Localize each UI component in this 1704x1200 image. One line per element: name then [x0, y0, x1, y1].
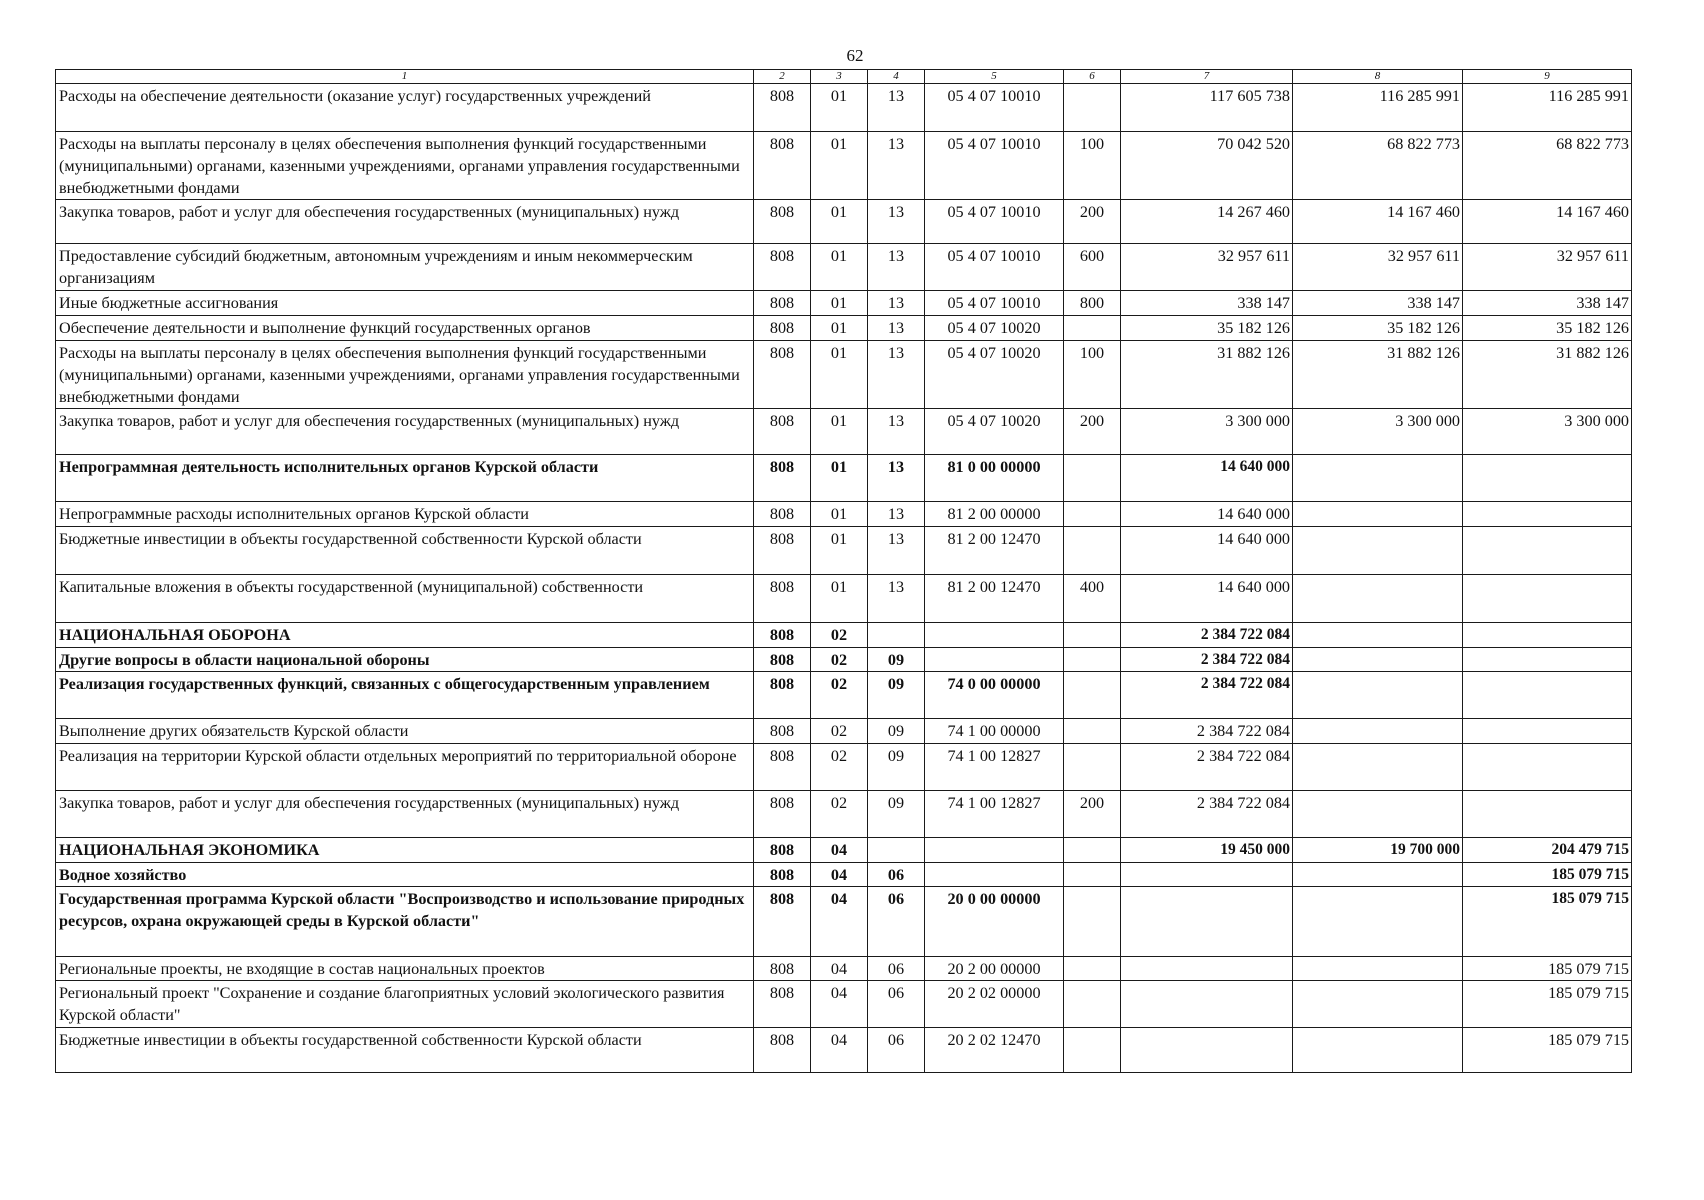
row-name: Закупка товаров, работ и услуг для обеспечения государственных (муниципальных) нужд [56, 791, 754, 838]
row-name: Бюджетные инвестиции в объекты государственной собственности Курской области [56, 527, 754, 575]
column-number: 5 [925, 70, 1064, 84]
table-row [56, 672, 1632, 719]
col-9-amount: 3 300 000 [1463, 409, 1632, 455]
col-8-amount [1293, 744, 1463, 791]
row-name: Закупка товаров, работ и услуг для обеспечения государственных (муниципальных) нужд [56, 200, 754, 244]
col-9-amount: 185 079 715 [1463, 887, 1632, 957]
table-row [56, 791, 1632, 838]
col-4-subsection: 13 [868, 84, 925, 132]
col-3-section: 01 [811, 575, 868, 623]
col-9-amount [1463, 719, 1632, 744]
table-row [56, 648, 1632, 672]
col-3-section: 01 [811, 84, 868, 132]
col-7-amount: 2 384 722 084 [1121, 791, 1293, 838]
col-9-amount: 185 079 715 [1463, 863, 1632, 887]
col-5-target-article: 81 2 00 12470 [925, 527, 1064, 575]
col-9-amount: 204 479 715 [1463, 838, 1632, 863]
col-5-target-article: 05 4 07 10010 [925, 244, 1064, 291]
col-3-section: 01 [811, 341, 868, 409]
col-2-code: 808 [754, 623, 811, 648]
table-row [56, 863, 1632, 887]
table-row [56, 838, 1632, 863]
table-row [56, 744, 1632, 791]
table-row [56, 981, 1632, 1028]
table-body [56, 70, 1632, 1073]
col-9-amount: 185 079 715 [1463, 1028, 1632, 1073]
table-row [56, 291, 1632, 316]
col-2-code: 808 [754, 316, 811, 341]
col-6-expense-type [1064, 1028, 1121, 1073]
col-9-amount [1463, 744, 1632, 791]
col-4-subsection [868, 838, 925, 863]
row-name: НАЦИОНАЛЬНАЯ ОБОРОНА [56, 623, 754, 648]
page-number: 62 [846, 46, 864, 65]
row-name: Реализация на территории Курской области отдельных мероприятий по территориальной обороне [56, 744, 754, 791]
col-7-amount [1121, 887, 1293, 957]
col-3-section: 01 [811, 409, 868, 455]
col-3-section: 04 [811, 838, 868, 863]
col-5-target-article: 05 4 07 10010 [925, 132, 1064, 200]
column-number: 4 [868, 70, 925, 84]
row-name: Непрограммная деятельность исполнительных органов Курской области [56, 455, 754, 502]
col-3-section: 02 [811, 623, 868, 648]
col-4-subsection: 09 [868, 672, 925, 719]
table-row [56, 341, 1632, 409]
col-9-amount [1463, 623, 1632, 648]
col-5-target-article [925, 623, 1064, 648]
col-8-amount [1293, 623, 1463, 648]
col-4-subsection: 13 [868, 341, 925, 409]
col-6-expense-type: 100 [1064, 132, 1121, 200]
column-number: 7 [1121, 70, 1293, 84]
col-3-section: 01 [811, 244, 868, 291]
col-3-section: 01 [811, 527, 868, 575]
col-9-amount: 116 285 991 [1463, 84, 1632, 132]
col-2-code: 808 [754, 672, 811, 719]
col-2-code: 808 [754, 981, 811, 1028]
col-4-subsection: 13 [868, 527, 925, 575]
table-row [56, 502, 1632, 527]
col-5-target-article: 74 1 00 12827 [925, 744, 1064, 791]
col-8-amount [1293, 1028, 1463, 1073]
col-5-target-article [925, 863, 1064, 887]
col-7-amount: 3 300 000 [1121, 409, 1293, 455]
col-7-amount [1121, 981, 1293, 1028]
row-name: НАЦИОНАЛЬНАЯ ЭКОНОМИКА [56, 838, 754, 863]
col-3-section: 01 [811, 502, 868, 527]
col-6-expense-type [1064, 672, 1121, 719]
col-7-amount [1121, 957, 1293, 981]
col-4-subsection: 06 [868, 887, 925, 957]
col-9-amount: 68 822 773 [1463, 132, 1632, 200]
col-4-subsection: 13 [868, 455, 925, 502]
col-7-amount: 117 605 738 [1121, 84, 1293, 132]
col-4-subsection: 13 [868, 409, 925, 455]
col-5-target-article: 81 2 00 12470 [925, 575, 1064, 623]
table-row [56, 84, 1632, 132]
col-7-amount: 2 384 722 084 [1121, 719, 1293, 744]
col-4-subsection: 13 [868, 316, 925, 341]
col-2-code: 808 [754, 200, 811, 244]
col-7-amount: 14 267 460 [1121, 200, 1293, 244]
col-5-target-article: 74 0 00 00000 [925, 672, 1064, 719]
col-5-target-article: 20 2 02 12470 [925, 1028, 1064, 1073]
col-7-amount: 2 384 722 084 [1121, 744, 1293, 791]
col-6-expense-type [1064, 527, 1121, 575]
row-name: Расходы на обеспечение деятельности (оказание услуг) государственных учреждений [56, 84, 754, 132]
col-5-target-article: 74 1 00 12827 [925, 791, 1064, 838]
col-8-amount: 32 957 611 [1293, 244, 1463, 291]
col-7-amount: 14 640 000 [1121, 527, 1293, 575]
col-3-section: 02 [811, 672, 868, 719]
col-6-expense-type [1064, 648, 1121, 672]
col-7-amount: 2 384 722 084 [1121, 648, 1293, 672]
col-8-amount [1293, 455, 1463, 502]
col-5-target-article: 20 2 02 00000 [925, 981, 1064, 1028]
col-8-amount: 31 882 126 [1293, 341, 1463, 409]
table-row [56, 455, 1632, 502]
col-6-expense-type [1064, 719, 1121, 744]
col-3-section: 02 [811, 719, 868, 744]
col-9-amount [1463, 527, 1632, 575]
row-name: Бюджетные инвестиции в объекты государственной собственности Курской области [56, 1028, 754, 1073]
col-6-expense-type [1064, 981, 1121, 1028]
col-6-expense-type: 200 [1064, 791, 1121, 838]
col-8-amount [1293, 791, 1463, 838]
col-2-code: 808 [754, 455, 811, 502]
col-4-subsection: 13 [868, 575, 925, 623]
col-9-amount: 185 079 715 [1463, 981, 1632, 1028]
row-name: Обеспечение деятельности и выполнение функций государственных органов [56, 316, 754, 341]
col-2-code: 808 [754, 244, 811, 291]
col-5-target-article: 05 4 07 10020 [925, 409, 1064, 455]
col-8-amount: 14 167 460 [1293, 200, 1463, 244]
col-7-amount: 14 640 000 [1121, 575, 1293, 623]
col-8-amount [1293, 887, 1463, 957]
table-row [56, 244, 1632, 291]
row-name: Государственная программа Курской области "Воспроизводство и использование природных ресурсов, охрана окружающей среды в Курской области" [56, 887, 754, 957]
col-3-section: 02 [811, 791, 868, 838]
col-2-code: 808 [754, 1028, 811, 1073]
col-2-code: 808 [754, 527, 811, 575]
col-4-subsection: 13 [868, 244, 925, 291]
col-6-expense-type: 200 [1064, 200, 1121, 244]
table-row [56, 623, 1632, 648]
column-number: 8 [1293, 70, 1463, 84]
col-5-target-article: 81 2 00 00000 [925, 502, 1064, 527]
column-number: 6 [1064, 70, 1121, 84]
col-3-section: 04 [811, 981, 868, 1028]
col-3-section: 01 [811, 455, 868, 502]
column-number: 1 [56, 70, 754, 84]
col-2-code: 808 [754, 291, 811, 316]
col-9-amount: 14 167 460 [1463, 200, 1632, 244]
row-name: Непрограммные расходы исполнительных органов Курской области [56, 502, 754, 527]
col-8-amount [1293, 502, 1463, 527]
table-row [56, 719, 1632, 744]
col-7-amount: 338 147 [1121, 291, 1293, 316]
col-5-target-article: 74 1 00 00000 [925, 719, 1064, 744]
col-2-code: 808 [754, 132, 811, 200]
col-4-subsection: 06 [868, 1028, 925, 1073]
col-9-amount [1463, 455, 1632, 502]
table-row [56, 575, 1632, 623]
col-6-expense-type [1064, 887, 1121, 957]
col-2-code: 808 [754, 838, 811, 863]
table-row [56, 200, 1632, 244]
col-6-expense-type: 400 [1064, 575, 1121, 623]
col-5-target-article: 05 4 07 10010 [925, 200, 1064, 244]
col-8-amount: 338 147 [1293, 291, 1463, 316]
col-8-amount [1293, 648, 1463, 672]
row-name: Реализация государственных функций, связанных с общегосударственным управлением [56, 672, 754, 719]
col-3-section: 04 [811, 863, 868, 887]
col-7-amount: 2 384 722 084 [1121, 623, 1293, 648]
table-row [56, 1028, 1632, 1073]
col-2-code: 808 [754, 575, 811, 623]
col-2-code: 808 [754, 744, 811, 791]
col-7-amount [1121, 1028, 1293, 1073]
col-6-expense-type: 200 [1064, 409, 1121, 455]
col-3-section: 02 [811, 744, 868, 791]
col-5-target-article: 05 4 07 10020 [925, 341, 1064, 409]
col-4-subsection: 06 [868, 863, 925, 887]
col-8-amount [1293, 672, 1463, 719]
col-4-subsection: 06 [868, 981, 925, 1028]
table-row [56, 132, 1632, 200]
col-3-section: 04 [811, 1028, 868, 1073]
col-4-subsection: 09 [868, 648, 925, 672]
row-name: Иные бюджетные ассигнования [56, 291, 754, 316]
col-2-code: 808 [754, 648, 811, 672]
col-2-code: 808 [754, 887, 811, 957]
col-4-subsection: 13 [868, 502, 925, 527]
col-5-target-article: 20 0 00 00000 [925, 887, 1064, 957]
column-number-header-row [56, 70, 1632, 84]
col-5-target-article [925, 838, 1064, 863]
col-6-expense-type [1064, 623, 1121, 648]
col-8-amount: 116 285 991 [1293, 84, 1463, 132]
col-9-amount: 338 147 [1463, 291, 1632, 316]
col-6-expense-type: 800 [1064, 291, 1121, 316]
col-8-amount [1293, 719, 1463, 744]
col-3-section: 01 [811, 132, 868, 200]
row-name: Региональные проекты, не входящие в состав национальных проектов [56, 957, 754, 981]
row-name: Закупка товаров, работ и услуг для обеспечения государственных (муниципальных) нужд [56, 409, 754, 455]
col-2-code: 808 [754, 409, 811, 455]
column-number: 3 [811, 70, 868, 84]
col-2-code: 808 [754, 502, 811, 527]
col-9-amount: 32 957 611 [1463, 244, 1632, 291]
col-8-amount [1293, 575, 1463, 623]
col-8-amount [1293, 957, 1463, 981]
col-6-expense-type [1064, 957, 1121, 981]
col-2-code: 808 [754, 719, 811, 744]
col-9-amount [1463, 502, 1632, 527]
col-2-code: 808 [754, 341, 811, 409]
col-8-amount [1293, 527, 1463, 575]
col-3-section: 02 [811, 648, 868, 672]
col-4-subsection: 09 [868, 719, 925, 744]
col-5-target-article: 81 0 00 00000 [925, 455, 1064, 502]
col-9-amount: 185 079 715 [1463, 957, 1632, 981]
col-6-expense-type: 600 [1064, 244, 1121, 291]
col-7-amount [1121, 863, 1293, 887]
col-8-amount: 3 300 000 [1293, 409, 1463, 455]
col-8-amount [1293, 863, 1463, 887]
col-6-expense-type [1064, 502, 1121, 527]
col-6-expense-type [1064, 316, 1121, 341]
row-name: Выполнение других обязательств Курской области [56, 719, 754, 744]
column-number: 9 [1463, 70, 1632, 84]
col-7-amount: 14 640 000 [1121, 455, 1293, 502]
col-3-section: 04 [811, 887, 868, 957]
row-name: Водное хозяйство [56, 863, 754, 887]
table-row [56, 316, 1632, 341]
col-6-expense-type [1064, 744, 1121, 791]
column-number: 2 [754, 70, 811, 84]
col-4-subsection: 13 [868, 291, 925, 316]
row-name: Капитальные вложения в объекты государственной (муниципальной) собственности [56, 575, 754, 623]
col-7-amount: 31 882 126 [1121, 341, 1293, 409]
col-2-code: 808 [754, 863, 811, 887]
col-5-target-article: 05 4 07 10020 [925, 316, 1064, 341]
col-5-target-article: 05 4 07 10010 [925, 291, 1064, 316]
col-3-section: 01 [811, 316, 868, 341]
col-6-expense-type [1064, 863, 1121, 887]
col-7-amount: 35 182 126 [1121, 316, 1293, 341]
col-6-expense-type [1064, 455, 1121, 502]
table-row [56, 887, 1632, 957]
col-9-amount [1463, 575, 1632, 623]
col-3-section: 04 [811, 957, 868, 981]
col-8-amount: 68 822 773 [1293, 132, 1463, 200]
col-9-amount: 31 882 126 [1463, 341, 1632, 409]
col-4-subsection: 06 [868, 957, 925, 981]
col-4-subsection [868, 623, 925, 648]
col-7-amount: 2 384 722 084 [1121, 672, 1293, 719]
row-name: Расходы на выплаты персоналу в целях обеспечения выполнения функций государственными (муниципальными) органами, казенными учреждениями, органами управления государственными внебюджетными фондами [56, 132, 754, 200]
row-name: Расходы на выплаты персоналу в целях обеспечения выполнения функций государственными (муниципальными) органами, казенными учреждениями, органами управления государственными внебюджетными фондами [56, 341, 754, 409]
col-4-subsection: 09 [868, 791, 925, 838]
col-6-expense-type [1064, 84, 1121, 132]
col-6-expense-type [1064, 838, 1121, 863]
col-6-expense-type: 100 [1064, 341, 1121, 409]
col-5-target-article: 05 4 07 10010 [925, 84, 1064, 132]
col-5-target-article: 20 2 00 00000 [925, 957, 1064, 981]
table-row [56, 409, 1632, 455]
col-7-amount: 32 957 611 [1121, 244, 1293, 291]
row-name: Другие вопросы в области национальной обороны [56, 648, 754, 672]
table-row [56, 527, 1632, 575]
col-9-amount [1463, 648, 1632, 672]
col-9-amount [1463, 672, 1632, 719]
table-row [56, 957, 1632, 981]
col-2-code: 808 [754, 957, 811, 981]
col-7-amount: 14 640 000 [1121, 502, 1293, 527]
col-8-amount [1293, 981, 1463, 1028]
col-7-amount: 19 450 000 [1121, 838, 1293, 863]
col-3-section: 01 [811, 200, 868, 244]
row-name: Предоставление субсидий бюджетным, автономным учреждениям и иным некоммерческим организациям [56, 244, 754, 291]
col-9-amount: 35 182 126 [1463, 316, 1632, 341]
col-8-amount: 35 182 126 [1293, 316, 1463, 341]
col-7-amount: 70 042 520 [1121, 132, 1293, 200]
col-2-code: 808 [754, 84, 811, 132]
col-9-amount [1463, 791, 1632, 838]
col-3-section: 01 [811, 291, 868, 316]
col-4-subsection: 09 [868, 744, 925, 791]
col-5-target-article [925, 648, 1064, 672]
row-name: Региональный проект "Сохранение и создание благоприятных условий экологического развития Курской области" [56, 981, 754, 1028]
col-8-amount: 19 700 000 [1293, 838, 1463, 863]
col-4-subsection: 13 [868, 200, 925, 244]
col-2-code: 808 [754, 791, 811, 838]
col-4-subsection: 13 [868, 132, 925, 200]
budget-table [55, 69, 1632, 1073]
